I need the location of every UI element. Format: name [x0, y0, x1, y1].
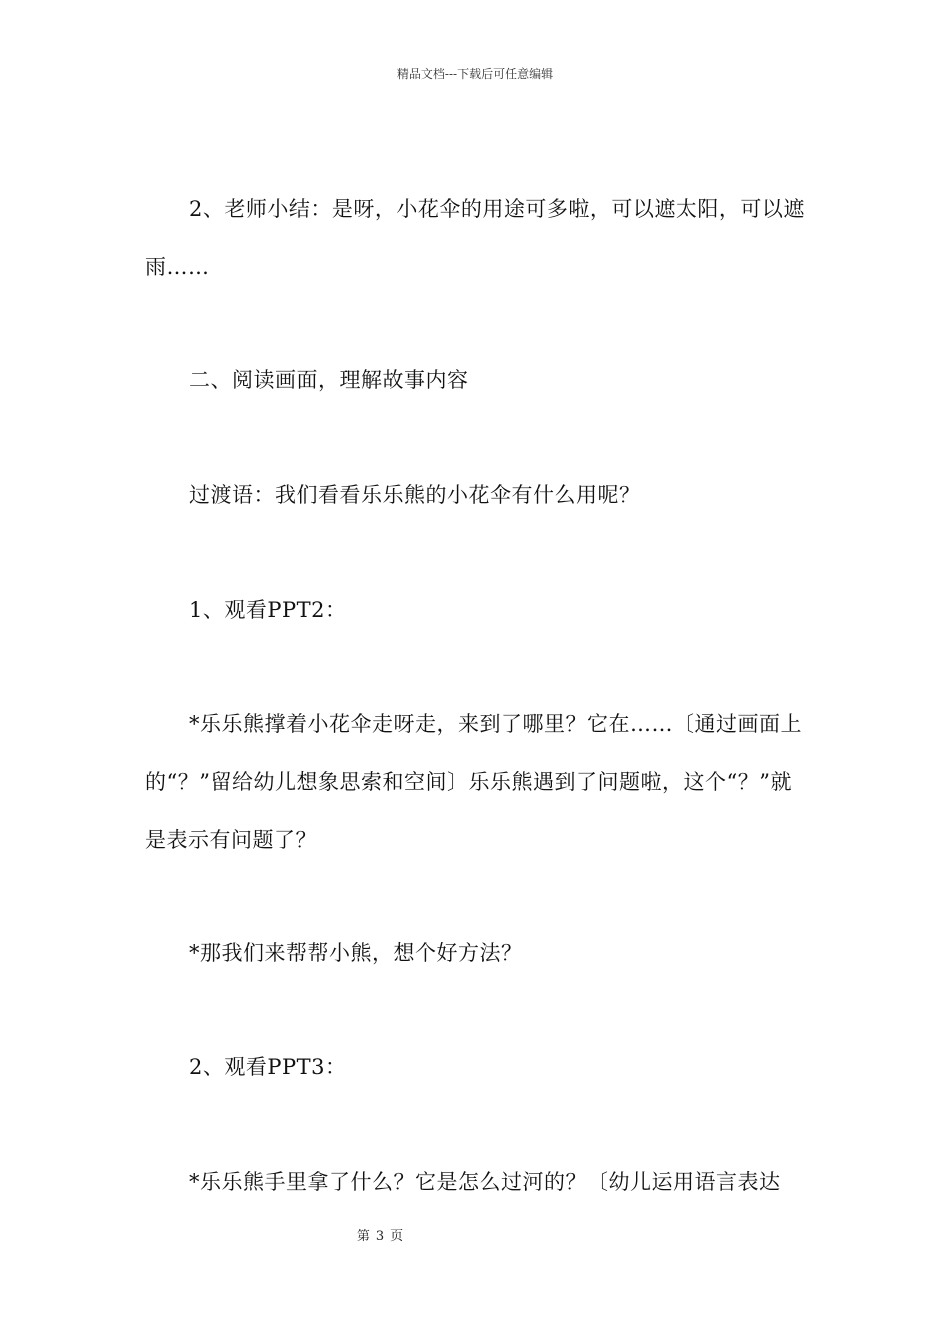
- paragraph-story-question: *乐乐熊撑着小花伞走呀走，来到了哪里？它在……〔通过画面上的“？”留给幼儿想象思索和空间〕乐乐熊遇到了问题啦，这个“？”就是表示有问题了？: [145, 712, 802, 852]
- paragraph-ppt3: 2、观看PPT3：: [189, 1055, 347, 1079]
- footer-prefix: 第: [356, 1229, 370, 1244]
- paragraph-help-bear: *那我们来帮帮小熊，想个好方法？: [189, 941, 523, 965]
- paragraph-summary: 2、老师小结：是呀，小花伞的用途可多啦，可以遮太阳，可以遮雨……: [145, 197, 805, 279]
- paragraph-transition: 过渡语：我们看看乐乐熊的小花伞有什么用呢？: [189, 483, 641, 507]
- page-footer: [0, 1228, 760, 1246]
- footer-suffix: 页: [390, 1229, 404, 1244]
- paragraph-ppt2: 1、观看PPT2：: [189, 598, 347, 622]
- page-header: 精品文档---下载后可任意编辑: [396, 67, 554, 81]
- paragraph-section-heading: 二、阅读画面，理解故事内容: [189, 368, 469, 392]
- page-number: 3: [375, 1229, 385, 1244]
- paragraph-cross-river: *乐乐熊手里拿了什么？它是怎么过河的？〔幼儿运用语言表达: [189, 1170, 781, 1194]
